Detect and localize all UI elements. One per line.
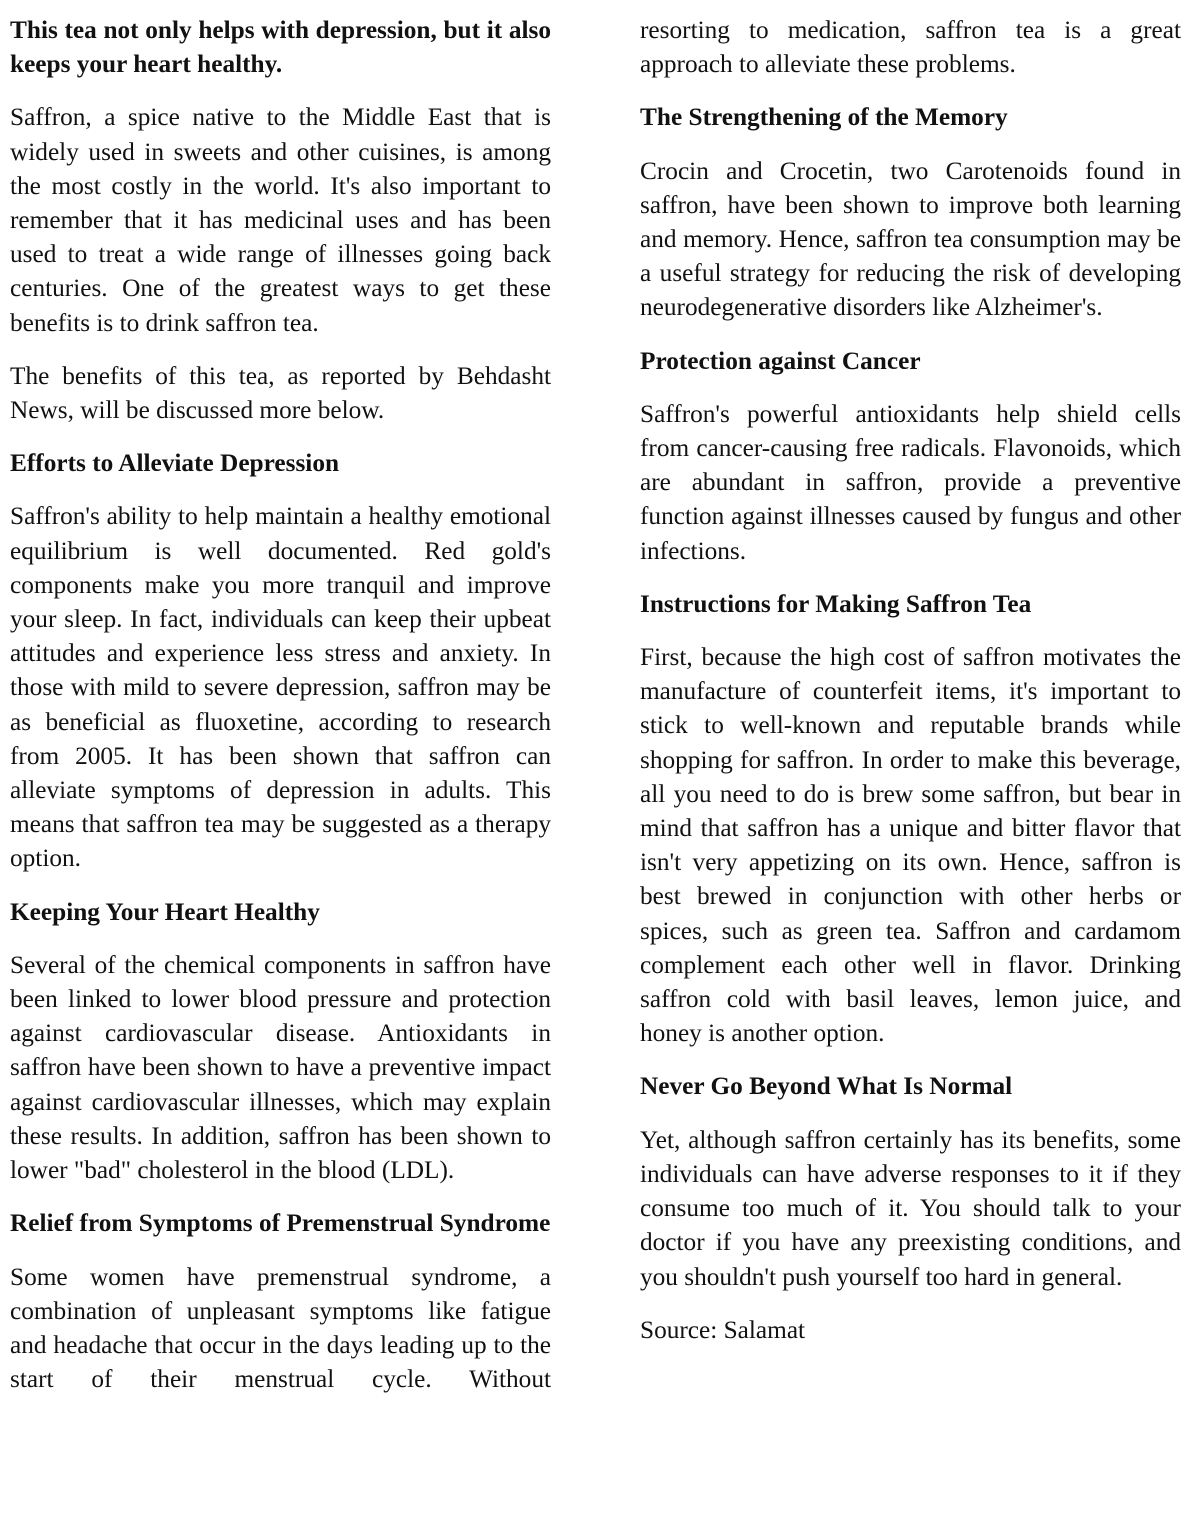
depression-paragraph: Saffron's ability to help maintain a healthy emotional equilibrium is well documented. Red gold's components make you more tranquil and improve your sleep. In fact, individuals can keep their upbeat attitudes and experience less stress and anxiety. In those with mild to severe depression, saffron may be as beneficial as fluoxetine, according to research from 2005. It has been shown that saffron can alleviate symptoms of depression in adults. This means that saffron tea may be suggested as a therapy option. (10, 502, 551, 873)
section-heading-moderation: Never Go Beyond What Is Normal (640, 1072, 1013, 1101)
right-column (640, 13, 1181, 1366)
source-credit: Source: Salamat (640, 1315, 806, 1344)
lead-paragraph: This tea not only helps with depression, but it also keeps your heart healthy. (10, 16, 551, 79)
section-heading-heart: Keeping Your Heart Healthy (10, 897, 320, 926)
instructions-paragraph: First, because the high cost of saffron motivates the manufacture of counterfeit items, it's important to stick to well-known and reputable brands while shopping for saffron. In order to make this beverage, all you need to do is brew some saffron, but bear in mind that saffron has a unique and bitter flavor that isn't very appetizing on its own. Hence, saffron is best brewed in conjunction with other herbs or spices, such as green tea. Saffron and cardamom complement each other well in flavor. Drinking saffron cold with basil leaves, lemon juice, and honey is another option. (640, 643, 1181, 1048)
section-heading-memory: The Strengthening of the Memory (640, 103, 1008, 132)
left-column (10, 13, 551, 1415)
pms-paragraph: Some women have premenstrual syndrome, a combination of unpleasant symptoms like fatigue and headache that occur in the days leading up to the start of their menstrual cycle. Without (10, 1262, 551, 1394)
section-heading-instructions: Instructions for Making Saffron Tea (640, 589, 1032, 618)
moderation-paragraph: Yet, although saffron certainly has its benefits, some individuals can have adverse responses to it if they consume too much of it. You should talk to your doctor if you have any preexisting conditions, and you shouldn't push yourself too hard in general. (640, 1125, 1181, 1291)
section-heading-depression: Efforts to Alleviate Depression (10, 449, 340, 478)
intro-paragraph: Saffron, a spice native to the Middle East that is widely used in sweets and other cuisines, is among the most costly in the world. It's also important to remember that it has medicinal uses and has been used to treat a wide range of illnesses going back centuries. One of the greatest ways to get these benefits is to drink saffron tea. (10, 103, 551, 337)
section-heading-cancer: Protection against Cancer (640, 346, 921, 375)
pms-paragraph-continued: resorting to medication, saffron tea is a great approach to alleviate these problems. (640, 16, 1181, 79)
cancer-paragraph: Saffron's powerful antioxidants help shield cells from cancer-causing free radicals. Flavonoids, which are abundant in saffron, provide a preventive function against illnesses caused by fungus and other infections. (640, 399, 1181, 565)
heart-paragraph: Several of the chemical components in saffron have been linked to lower blood pressure and protection against cardiovascular disease. Antioxidants in saffron have been shown to have a preventive impact against cardiovascular illnesses, which may explain these results. In addition, saffron has been shown to lower "bad" cholesterol in the blood (LDL). (10, 950, 551, 1185)
memory-paragraph: Crocin and Crocetin, two Carotenoids found in saffron, have been shown to improve both learning and memory. Hence, saffron tea consumption may be a useful strategy for reducing the risk of developing neurodegenerative disorders like Alzheimer's. (640, 156, 1181, 322)
section-heading-pms: Relief from Symptoms of Premenstrual Syndrome (10, 1209, 551, 1238)
intro-source-paragraph: The benefits of this tea, as reported by Behdasht News, will be discussed more below. (10, 361, 551, 425)
